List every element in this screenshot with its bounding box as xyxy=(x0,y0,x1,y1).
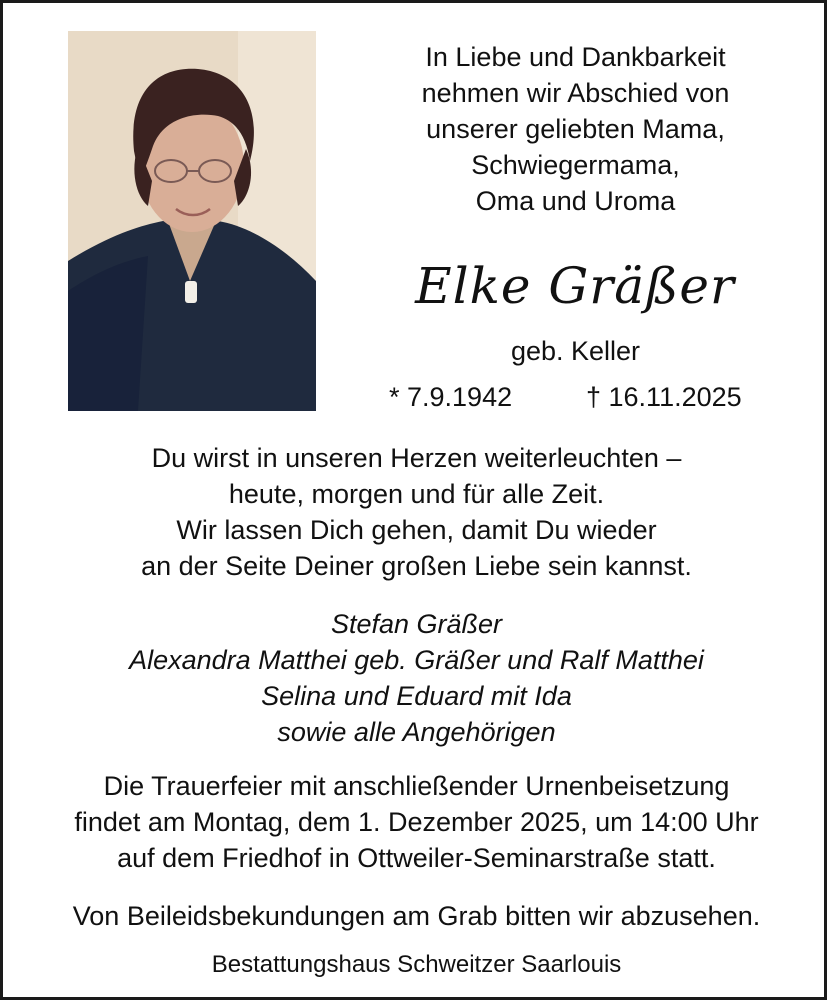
service-line: findet am Montag, dem 1. Dezember 2025, um 14:00 Uhr xyxy=(74,807,759,837)
service-line: auf dem Friedhof in Ottweiler-Seminarstraße statt. xyxy=(117,843,716,873)
mourner-line: Selina und Eduard mit Ida xyxy=(261,681,572,711)
maiden-name: geb. Keller xyxy=(510,336,641,366)
mourner-line: Alexandra Matthei geb. Gräßer und Ralf Matthei xyxy=(129,645,704,675)
mourner-line: sowie alle Angehörigen xyxy=(277,717,556,747)
intro-line: Oma und Uroma xyxy=(475,186,676,216)
undertaker-name: Bestattungshaus Schweitzer Saarlouis xyxy=(211,951,622,978)
service-line: Die Trauerfeier mit anschließender Urnenbeisetzung xyxy=(103,771,730,801)
intro-line: In Liebe und Dankbarkeit xyxy=(425,42,726,72)
mourners-list xyxy=(23,606,810,750)
intro-text xyxy=(348,39,803,219)
verse-line: Wir lassen Dich gehen, damit Du wieder xyxy=(176,515,657,545)
intro-line: unserer geliebten Mama, xyxy=(426,114,725,144)
verse-line: heute, morgen und für alle Zeit. xyxy=(228,479,605,509)
funeral-service-info xyxy=(23,768,810,876)
verse-line: Du wirst in unseren Herzen weiterleuchten – xyxy=(151,443,682,473)
intro-line: nehmen wir Abschied von xyxy=(421,78,730,108)
mourner-line: Stefan Gräßer xyxy=(330,609,503,639)
memorial-verse xyxy=(23,440,810,584)
condolence-note: Von Beileidsbekundungen am Grab bitten wir abzusehen. xyxy=(72,901,761,931)
birth-date: * 7.9.1942 xyxy=(389,382,513,412)
verse-line: an der Seite Deiner großen Liebe sein kannst. xyxy=(141,551,692,581)
portrait-photo xyxy=(68,31,316,411)
intro-line: Schwiegermama, xyxy=(471,150,680,180)
deceased-name: Elke Gräßer xyxy=(415,257,735,315)
death-date: † 16.11.2025 xyxy=(586,382,742,412)
